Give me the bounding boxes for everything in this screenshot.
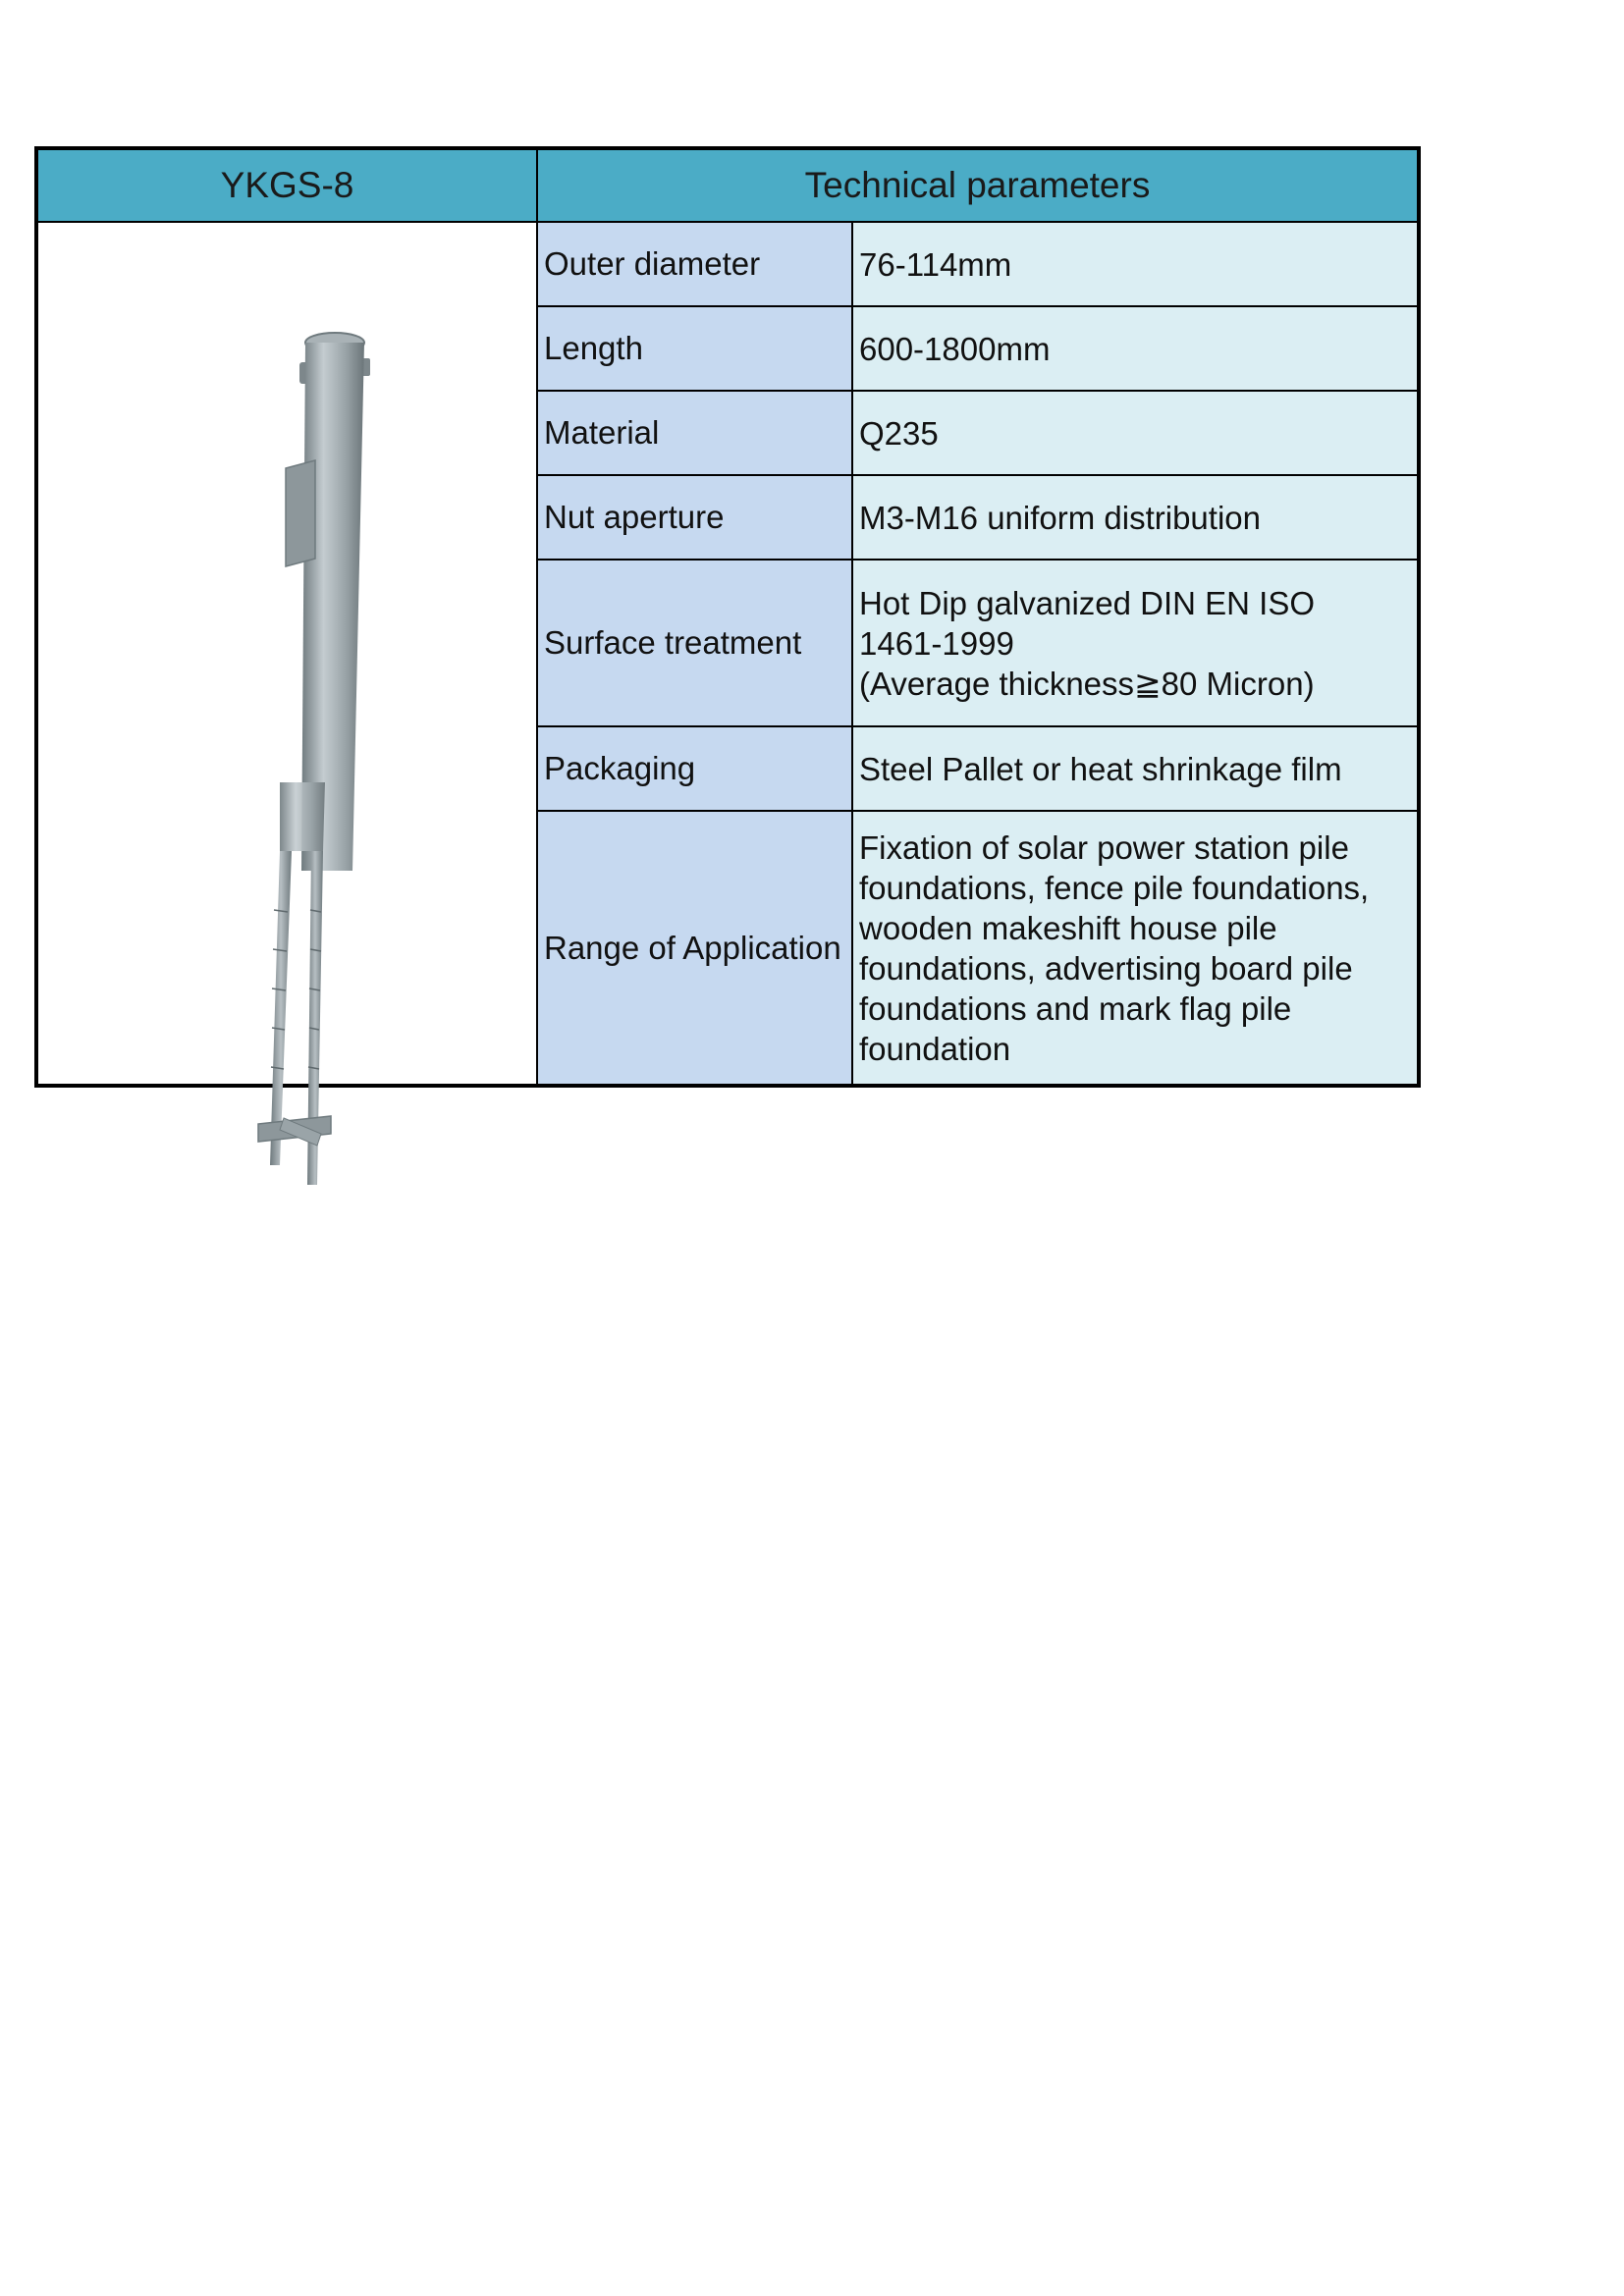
value-packaging: Steel Pallet or heat shrinkage film bbox=[852, 726, 1419, 811]
value-outer-diameter: 76-114mm bbox=[852, 222, 1419, 306]
value-material: Q235 bbox=[852, 391, 1419, 475]
row-outer-diameter bbox=[36, 222, 1419, 306]
surface-line-3: (Average thickness≧80 Micron) bbox=[859, 665, 1315, 702]
range-line-4: foundations, advertising board pile bbox=[859, 949, 1353, 987]
surface-line-1: Hot Dip galvanized DIN EN ISO bbox=[859, 584, 1316, 621]
range-line-1: Fixation of solar power station pile bbox=[859, 828, 1349, 866]
params-header: Technical parameters bbox=[537, 148, 1419, 222]
label-range-of-application: Range of Application bbox=[537, 811, 852, 1086]
value-surface-treatment bbox=[852, 560, 1419, 726]
value-range-of-application bbox=[852, 811, 1419, 1086]
range-line-3: wooden makeshift house pile bbox=[859, 909, 1277, 946]
label-nut-aperture: Nut aperture bbox=[537, 475, 852, 560]
value-length: 600-1800mm bbox=[852, 306, 1419, 391]
label-packaging: Packaging bbox=[537, 726, 852, 811]
surface-line-2: 1461-1999 bbox=[859, 624, 1014, 662]
range-line-6: foundation bbox=[859, 1030, 1011, 1067]
spec-table bbox=[34, 146, 1421, 1088]
ground-screw-pile-icon bbox=[215, 301, 372, 1214]
label-length: Length bbox=[537, 306, 852, 391]
label-material: Material bbox=[537, 391, 852, 475]
label-outer-diameter: Outer diameter bbox=[537, 222, 852, 306]
product-image-cell bbox=[36, 222, 537, 1086]
range-line-2: foundations, fence pile foundations, bbox=[859, 869, 1370, 906]
range-line-5: foundations and mark flag pile bbox=[859, 989, 1292, 1027]
label-surface-treatment: Surface treatment bbox=[537, 560, 852, 726]
header-row bbox=[36, 148, 1419, 222]
value-nut-aperture: M3-M16 uniform distribution bbox=[852, 475, 1419, 560]
model-header: YKGS-8 bbox=[36, 148, 537, 222]
product-image bbox=[38, 223, 536, 1084]
